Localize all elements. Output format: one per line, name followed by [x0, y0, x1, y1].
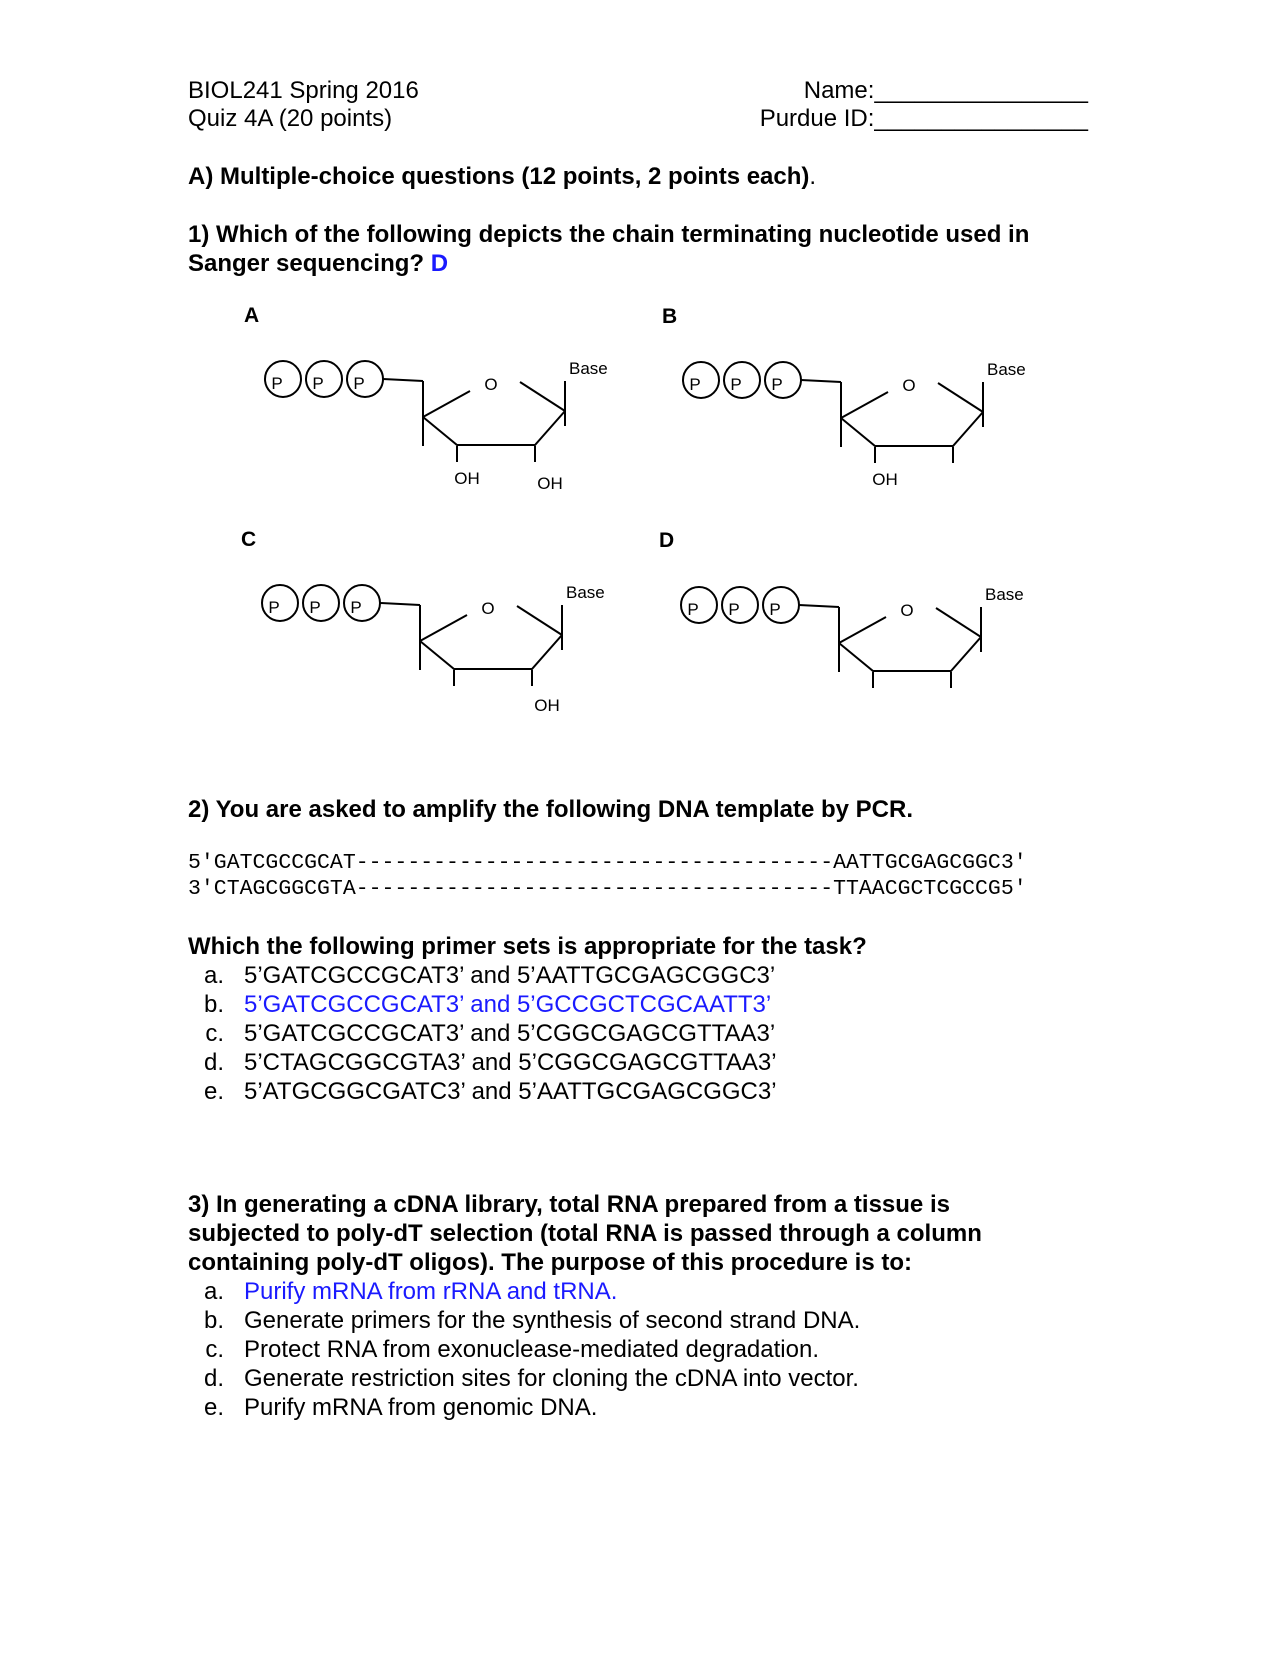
phosphate-2: P — [728, 600, 740, 619]
oh-2prime: OH — [537, 474, 563, 493]
structure-label-a: A — [244, 304, 260, 327]
q1-prompt-text: Sanger sequencing? — [188, 250, 425, 277]
phosphate-1: P — [689, 375, 701, 394]
q2-option-e — [188, 1077, 777, 1106]
oh-2prime: OH — [534, 696, 560, 715]
phosphate-3: P — [771, 375, 783, 394]
q1-prompt-line1: 1) Which of the following depicts the chain terminating nucleotide used in — [188, 221, 1030, 248]
phosphate-1: P — [268, 598, 280, 617]
option-text: 5’GATCGCCGCAT3’ and 5’CGGCGAGCGTTAA3’ — [244, 1020, 776, 1047]
option-letter: e. — [203, 1394, 224, 1421]
purdue-id-field[interactable]: Purdue ID:________________ — [759, 105, 1088, 132]
q2-prompt: 2) You are asked to amplify the following DNA template by PCR. — [188, 796, 914, 823]
oh-3prime: OH — [872, 470, 898, 489]
ring-oxygen: O — [481, 599, 495, 618]
structure-label-d: D — [659, 529, 675, 552]
option-text: 5’CTAGCGGCGTA3’ and 5’CGGCGAGCGTTAA3’ — [244, 1049, 777, 1076]
oh-3prime: OH — [454, 469, 480, 488]
option-text: Purify mRNA from rRNA and tRNA. — [244, 1278, 618, 1305]
ring-oxygen: O — [484, 375, 498, 394]
q3-option-a — [188, 1277, 617, 1306]
option-letter: e. — [203, 1078, 224, 1105]
q3-option-c — [188, 1335, 819, 1364]
phosphate-2: P — [730, 375, 742, 394]
structure-b — [662, 305, 1026, 489]
q3-prompt-line3: containing poly-dT oligos). The purpose of this procedure is to: — [188, 1249, 912, 1276]
phosphate-3: P — [353, 374, 365, 393]
option-letter: d. — [203, 1365, 224, 1392]
option-letter: d. — [203, 1049, 224, 1076]
option-letter: b. — [203, 991, 224, 1018]
ring-oxygen: O — [902, 376, 916, 395]
phosphate-1: P — [271, 374, 283, 393]
option-text: Generate primers for the synthesis of second strand DNA. — [244, 1307, 861, 1334]
base-label: Base — [987, 360, 1026, 379]
nucleotide-structures — [0, 0, 1280, 760]
q3-option-e — [188, 1393, 597, 1422]
dna-top-strand: 5′GATCGCCGCAT-------------------------------------AATTGCGAGCGGC3′ — [188, 851, 1027, 875]
name-field[interactable]: Name:________________ — [803, 77, 1088, 104]
q2-option-d — [188, 1048, 777, 1077]
base-label: Base — [569, 359, 608, 378]
section-a-title: A) Multiple-choice questions (12 points, 2 points each) — [188, 163, 810, 190]
option-text: Generate restriction sites for cloning the cDNA into vector. — [244, 1365, 859, 1392]
phosphate-1: P — [687, 600, 699, 619]
q3-option-b — [188, 1306, 860, 1335]
q1-answer: D — [430, 250, 449, 277]
structure-a — [244, 304, 608, 493]
q3-prompt-line1: 3) In generating a cDNA library, total RNA prepared from a tissue is — [188, 1191, 950, 1218]
structure-d — [659, 529, 1024, 688]
phosphate-2: P — [312, 374, 324, 393]
option-letter: a. — [203, 962, 224, 989]
base-label: Base — [566, 583, 605, 602]
option-letter: a. — [203, 1278, 224, 1305]
ring-oxygen: O — [900, 601, 914, 620]
option-letter: c. — [205, 1336, 224, 1363]
q2-option-c — [188, 1019, 775, 1048]
phosphate-3: P — [350, 598, 362, 617]
q2-option-a — [188, 961, 775, 990]
phosphate-3: P — [769, 600, 781, 619]
option-letter: c. — [205, 1020, 224, 1047]
structure-label-c: C — [241, 528, 257, 551]
section-a-period: . — [809, 163, 817, 190]
base-label: Base — [985, 585, 1024, 604]
q2-question: Which the following primer sets is appropriate for the task? — [188, 933, 867, 960]
option-text: Purify mRNA from genomic DNA. — [244, 1394, 598, 1421]
option-text: 5’ATGCGGCGATC3’ and 5’AATTGCGAGCGGC3’ — [244, 1078, 777, 1105]
structure-c — [241, 528, 605, 715]
option-text: 5’GATCGCCGCAT3’ and 5’AATTGCGAGCGGC3’ — [244, 962, 776, 989]
q3-option-d — [188, 1364, 859, 1393]
quiz-title: Quiz 4A (20 points) — [188, 105, 393, 132]
option-text: Protect RNA from exonuclease-mediated degradation. — [244, 1336, 819, 1363]
phosphate-2: P — [309, 598, 321, 617]
course-title: BIOL241 Spring 2016 — [188, 77, 419, 104]
q2-option-b — [188, 990, 771, 1019]
q3-prompt-line2: subjected to poly-dT selection (total RNA is passed through a column — [188, 1220, 982, 1247]
option-text: 5’GATCGCCGCAT3’ and 5’GCCGCTCGCAATT3’ — [244, 991, 772, 1018]
dna-bottom-strand: 3′CTAGCGGCGTA-------------------------------------TTAACGCTCGCCG5′ — [188, 877, 1027, 901]
structure-label-b: B — [662, 305, 678, 328]
option-letter: b. — [203, 1307, 224, 1334]
